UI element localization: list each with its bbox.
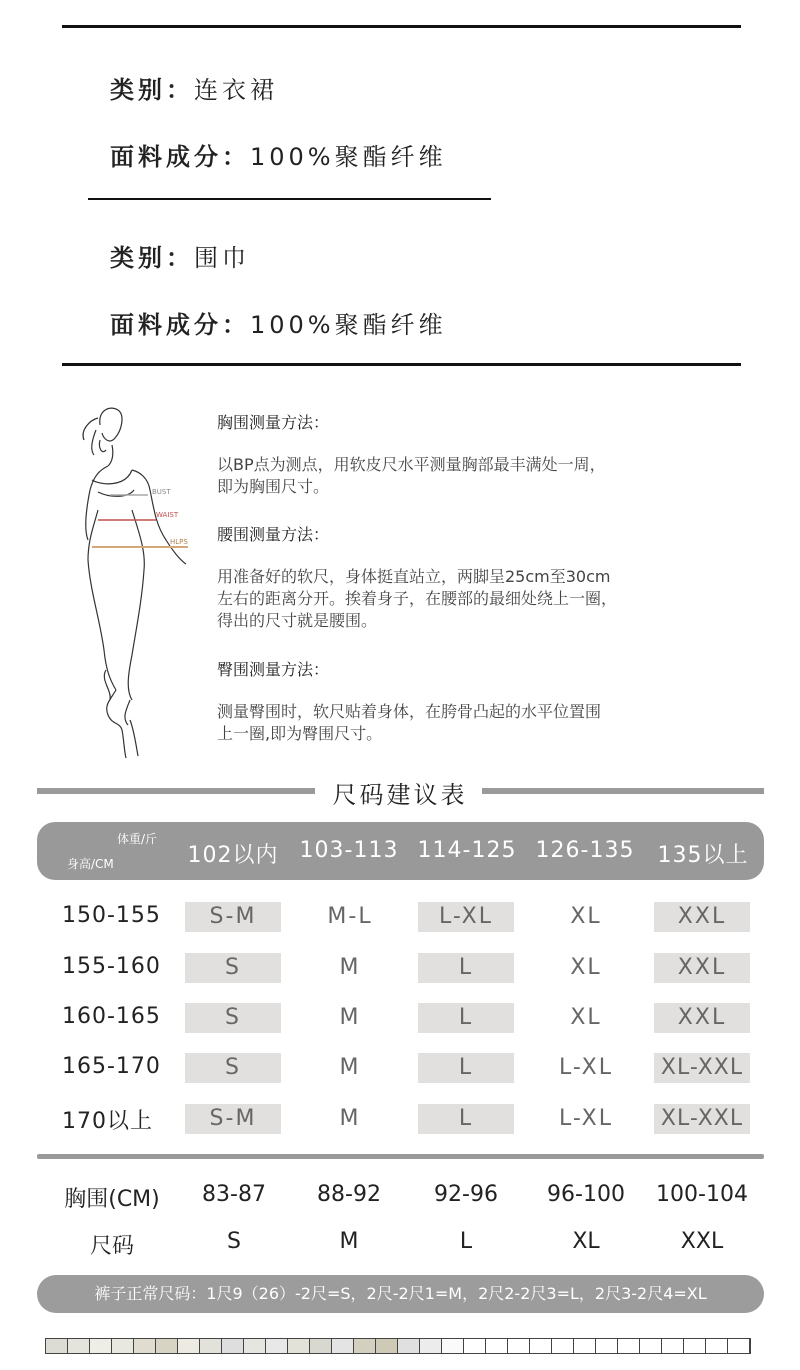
bust-row-label: 胸围(CM) [64, 1187, 160, 1212]
color-swatch [706, 1339, 728, 1353]
bust-value: 96-100 [547, 1182, 625, 1207]
height-row-label: 150-155 [62, 903, 161, 928]
bust-method-line: 即为胸围尺寸。 [217, 477, 330, 496]
size-cell: S [185, 953, 281, 983]
bust-method-line: 以BP点为测点，用软皮尺水平测量胸部最丰满处一周， [217, 455, 606, 474]
color-swatch-strip [45, 1338, 751, 1354]
waist-method-title: 腰围测量方法： [217, 525, 330, 544]
size-cell: XL [570, 955, 602, 980]
waist-label: WAIST [156, 511, 179, 519]
size-cell: M [339, 1055, 361, 1080]
color-swatch [574, 1339, 596, 1353]
color-swatch [420, 1339, 442, 1353]
size-cell: M-L [327, 904, 373, 929]
size-cell: XXL [654, 953, 750, 983]
bottom-divider [62, 363, 741, 366]
color-swatch [112, 1339, 134, 1353]
color-swatch [464, 1339, 486, 1353]
color-swatch [530, 1339, 552, 1353]
color-swatch [156, 1339, 178, 1353]
size-cell: L [418, 1003, 514, 1033]
size-table-title: 尺码建议表 [332, 781, 468, 809]
color-swatch [684, 1339, 706, 1353]
size-cell: XL [570, 1005, 602, 1030]
size-cell: M [339, 1005, 361, 1030]
hips-label: HLPS [170, 538, 188, 546]
size-row-label: 尺码 [89, 1234, 134, 1259]
waist-method-line: 用准备好的软尺，身体挺直站立，两脚呈25cm至30cm [217, 567, 611, 586]
size-cell: S-M [185, 1104, 281, 1134]
size-cell: L-XL [558, 1106, 614, 1131]
height-unit-label: 身高/CM [67, 857, 114, 871]
height-row-label: 155-160 [62, 954, 161, 979]
size-cell: L-XL [558, 1055, 614, 1080]
size-value: S [227, 1229, 241, 1254]
hip-method-line: 上一圈,即为臀围尺寸。 [217, 724, 383, 743]
waist-method-line: 得出的尺寸就是腰围。 [217, 611, 378, 630]
color-swatch [442, 1339, 464, 1353]
bust-value: 83-87 [202, 1182, 266, 1207]
pants-size-note: 裤子正常尺码：1尺9（26）-2尺=S，2尺-2尺1=M，2尺2-2尺3=L，2尺3-2尺4=XL [37, 1275, 764, 1313]
size-value: XL [572, 1229, 600, 1254]
size-value: M [339, 1229, 359, 1254]
size-cell: L-XL [418, 902, 514, 932]
size-cell: S [185, 1053, 281, 1083]
color-swatch [288, 1339, 310, 1353]
size-cell: L [418, 1104, 514, 1134]
composition-label: 面料成分： [110, 143, 250, 171]
hip-method-line: 测量臀围时，软尺贴着身体，在胯骨凸起的水平位置围 [217, 702, 602, 721]
weight-column-header: 102以内 [187, 843, 279, 868]
composition-value: 100%聚酯纤维 [250, 311, 447, 339]
composition-row-2 [110, 305, 447, 340]
category-value: 围巾 [194, 244, 250, 272]
color-swatch [354, 1339, 376, 1353]
color-swatch [46, 1339, 68, 1353]
size-value: L [459, 1229, 473, 1254]
color-swatch [266, 1339, 288, 1353]
bust-method-title: 胸围测量方法： [217, 413, 330, 432]
color-swatch [596, 1339, 618, 1353]
size-cell: XL-XXL [654, 1104, 750, 1134]
color-swatch [552, 1339, 574, 1353]
category-label: 类别： [110, 76, 194, 104]
color-swatch [486, 1339, 508, 1353]
body-measurement-figure [70, 400, 200, 765]
color-swatch [178, 1339, 200, 1353]
color-swatch [618, 1339, 640, 1353]
color-swatch [68, 1339, 90, 1353]
weight-column-header: 126-135 [535, 838, 635, 863]
size-cell: XL [570, 904, 602, 929]
color-swatch [640, 1339, 662, 1353]
bust-value: 92-96 [434, 1182, 498, 1207]
weight-unit-label: 体重/斤 [117, 832, 158, 846]
size-cell: XL-XXL [654, 1053, 750, 1083]
color-swatch [728, 1339, 750, 1353]
composition-label: 面料成分： [110, 311, 250, 339]
category-value: 连衣裙 [194, 76, 278, 104]
bust-value: 100-104 [656, 1182, 748, 1207]
category-row-2 [110, 238, 250, 273]
weight-column-header: 135以上 [657, 843, 749, 868]
weight-column-header: 114-125 [417, 838, 517, 863]
bust-label: BUST [152, 488, 171, 496]
color-swatch [244, 1339, 266, 1353]
size-cell: XXL [654, 902, 750, 932]
height-row-label: 170以上 [62, 1109, 153, 1134]
bust-value: 88-92 [317, 1182, 381, 1207]
color-swatch [310, 1339, 332, 1353]
category-row-1 [110, 70, 278, 105]
top-divider [62, 25, 741, 28]
color-swatch [662, 1339, 684, 1353]
hip-method-title: 臀围测量方法： [217, 660, 330, 679]
category-label: 类别： [110, 244, 194, 272]
size-cell: S [185, 1003, 281, 1033]
size-cell: XXL [654, 1003, 750, 1033]
middle-divider [88, 198, 491, 200]
color-swatch [222, 1339, 244, 1353]
composition-value: 100%聚酯纤维 [250, 143, 447, 171]
color-swatch [398, 1339, 420, 1353]
size-table-header [37, 822, 764, 880]
color-swatch [332, 1339, 354, 1353]
size-cell: L [418, 953, 514, 983]
size-cell: M [339, 1106, 361, 1131]
composition-row-1 [110, 137, 447, 172]
height-row-label: 160-165 [62, 1004, 161, 1029]
color-swatch [90, 1339, 112, 1353]
weight-column-header: 103-113 [299, 838, 399, 863]
color-swatch [200, 1339, 222, 1353]
size-cell: M [339, 955, 361, 980]
color-swatch [134, 1339, 156, 1353]
size-cell: L [418, 1053, 514, 1083]
size-value: XXL [680, 1229, 724, 1254]
waist-method-line: 左右的距离分开。挨着身子，在腰部的最细处绕上一圈， [217, 589, 618, 608]
height-row-label: 165-170 [62, 1054, 161, 1079]
color-swatch [508, 1339, 530, 1353]
table-separator [37, 1154, 764, 1159]
color-swatch [376, 1339, 398, 1353]
size-cell: S-M [185, 902, 281, 932]
